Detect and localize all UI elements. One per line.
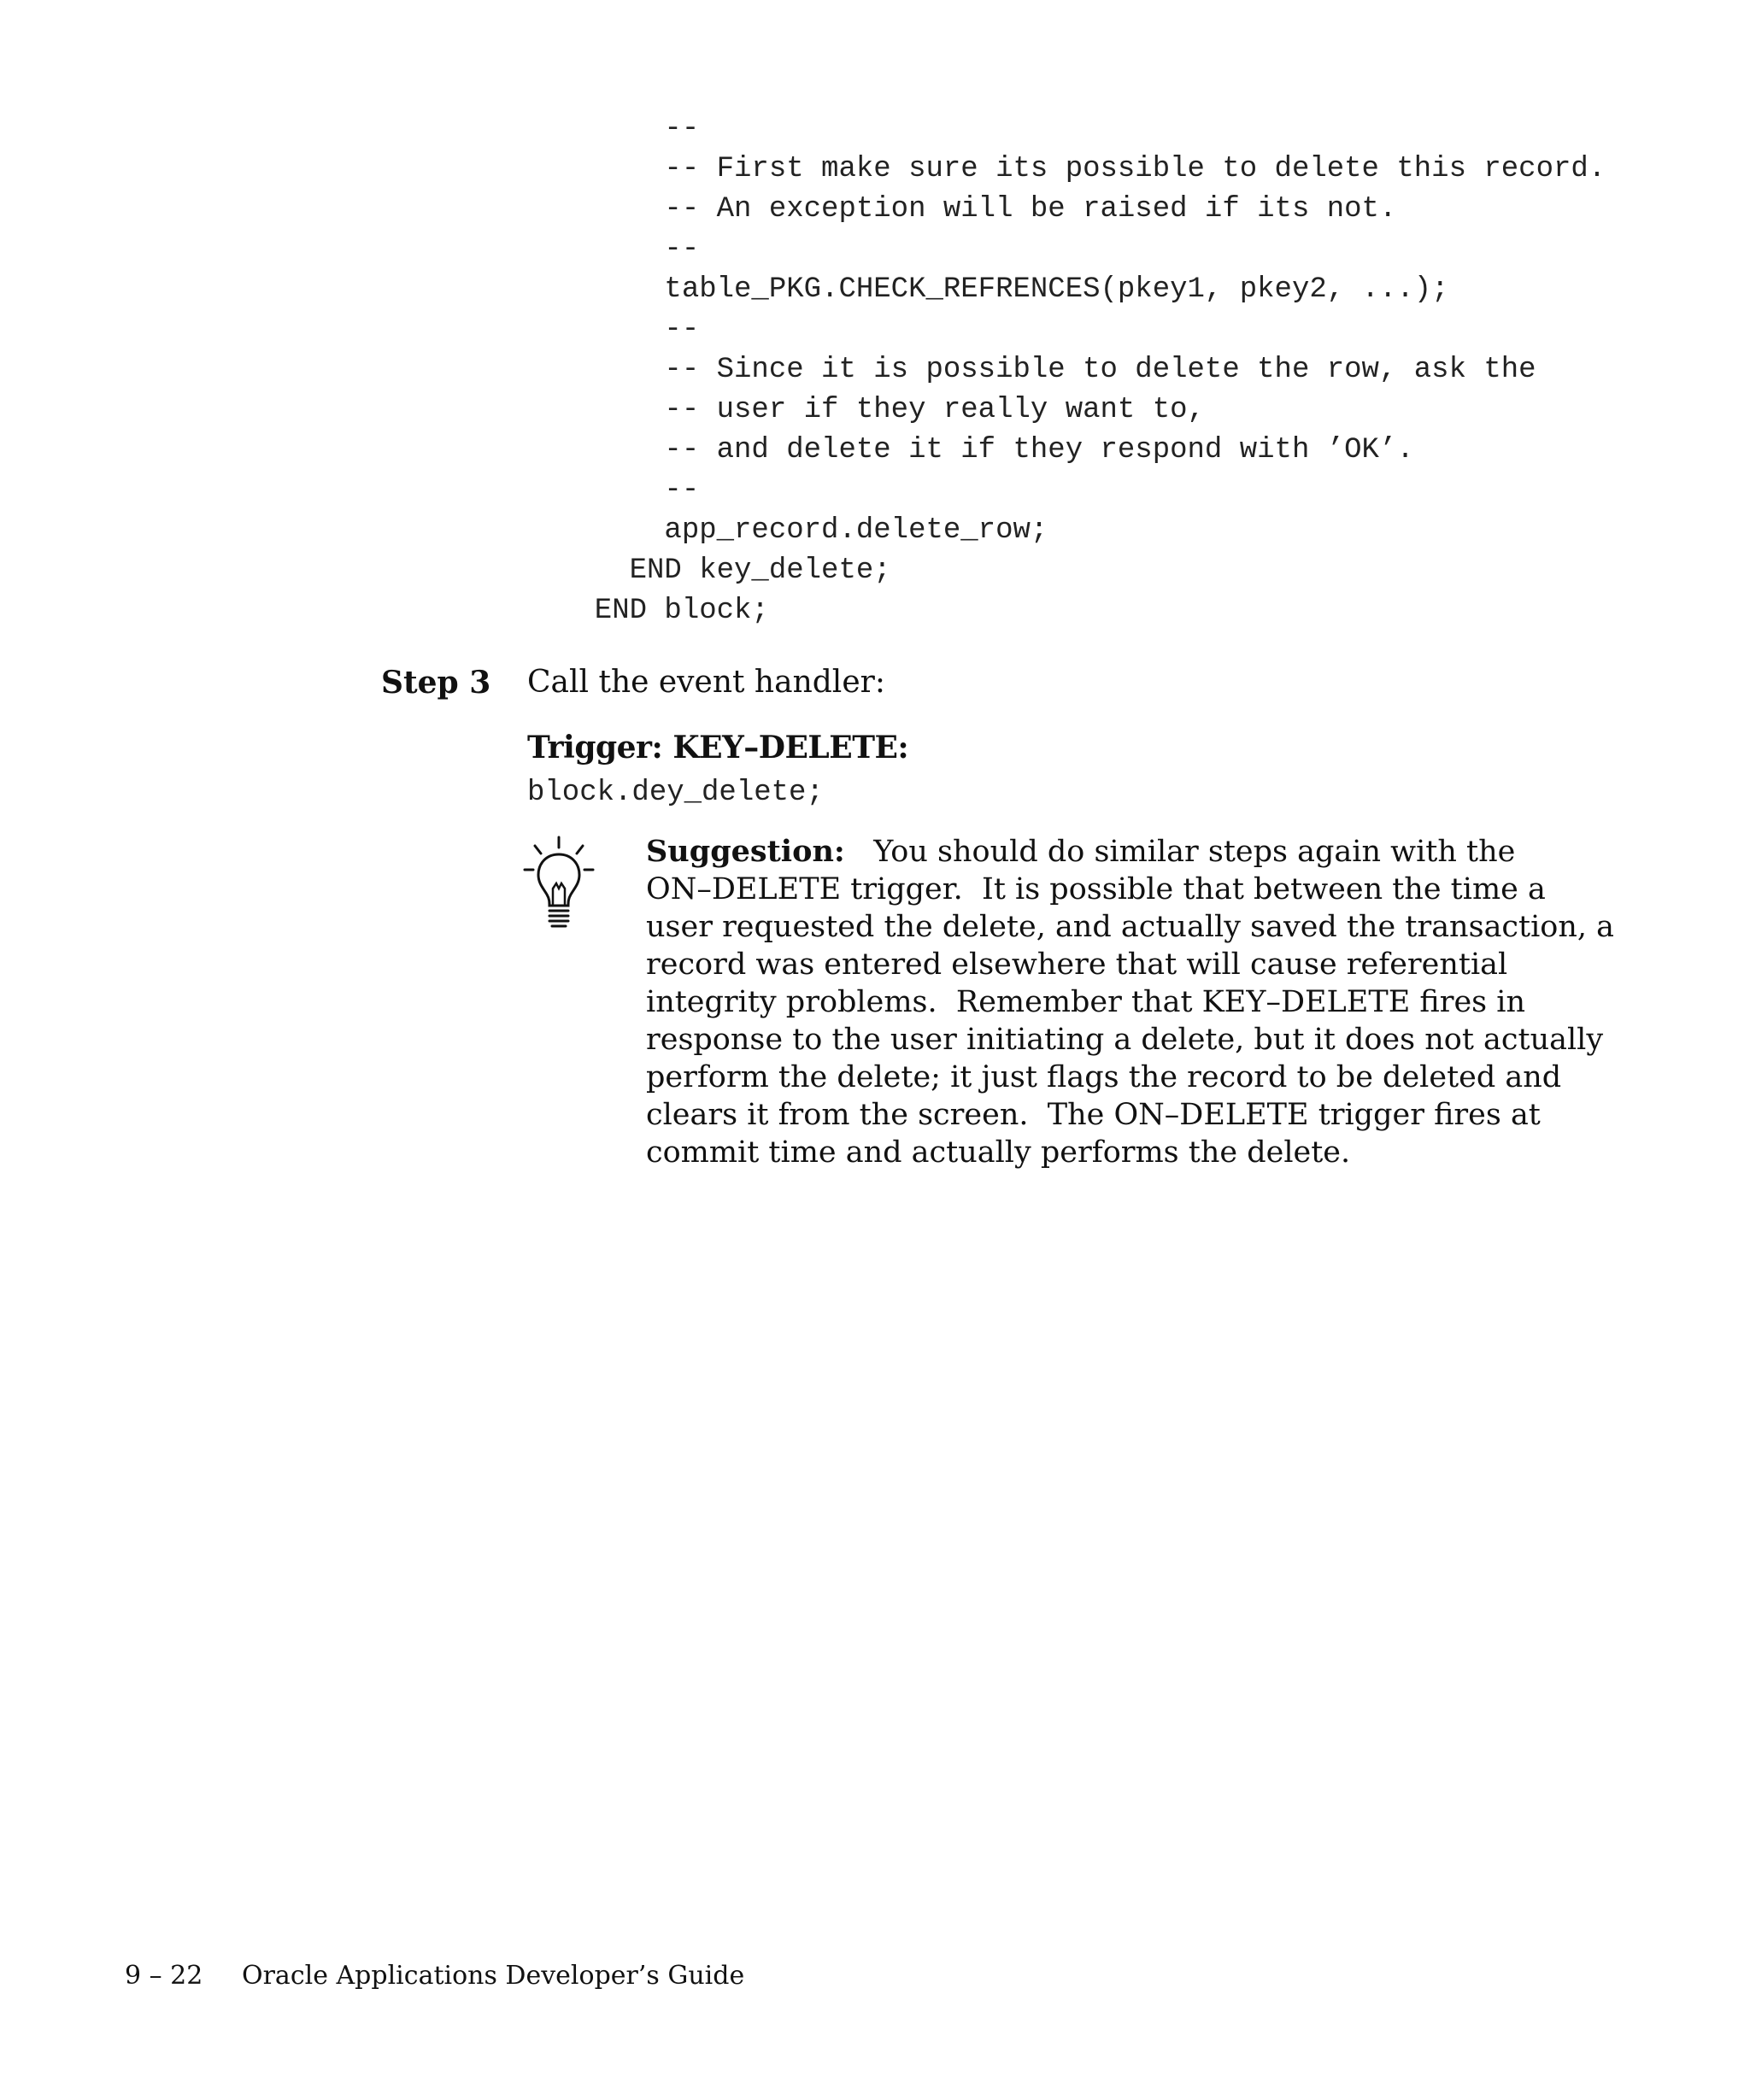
code-line: --	[560, 474, 700, 507]
code-line: --	[560, 113, 700, 145]
code-line: END key_delete;	[560, 554, 891, 587]
suggestion-line: perform the delete; it just flags the record to be deleted and	[646, 1060, 1562, 1094]
lightbulb-icon	[523, 836, 595, 930]
suggestion-label: Suggestion:	[646, 834, 845, 869]
code-line: END block;	[560, 595, 769, 627]
code-line: -- Since it is possible to delete the row, ask the	[560, 354, 1536, 386]
suggestion-line: integrity problems. Remember that KEY–DELETE fires in	[646, 985, 1525, 1019]
footer-book-title: Oracle Applications Developer’s Guide	[242, 1961, 745, 1991]
suggestion-line: response to the user initiating a delete, but it does not actually	[646, 1023, 1604, 1057]
code-line: --	[560, 314, 700, 346]
suggestion-line	[646, 833, 1569, 871]
suggestion-text: You should do similar steps again with the	[844, 835, 1516, 869]
code-line: --	[560, 233, 700, 266]
code-line: app_record.delete_row;	[560, 514, 1048, 547]
suggestion-line: record was entered elsewhere that will cause referential	[646, 947, 1508, 982]
trigger-heading: Trigger: KEY–DELETE:	[527, 730, 909, 766]
step-label: Step 3	[381, 665, 491, 701]
code-line: -- user if they really want to,	[560, 394, 1205, 426]
suggestion-line: user requested the delete, and actually saved the transaction, a	[646, 910, 1615, 944]
code-line: -- and delete it if they respond with ’OK’.	[560, 434, 1414, 466]
code-line: table_PKG.CHECK_REFRENCES(pkey1, pkey2, ...);	[560, 273, 1449, 306]
suggestion-line: clears it from the screen. The ON–DELETE trigger fires at	[646, 1098, 1541, 1132]
trigger-code: block.dey_delete;	[527, 777, 824, 809]
code-line: -- An exception will be raised if its not.	[560, 193, 1397, 226]
code-listing	[560, 109, 1606, 631]
footer-page-number: 9 – 22	[125, 1961, 203, 1991]
step-text: Call the event handler:	[527, 665, 885, 700]
suggestion-note	[646, 833, 1615, 1171]
suggestion-line: commit time and actually performs the delete.	[646, 1135, 1351, 1170]
code-line: -- First make sure its possible to delete this record.	[560, 153, 1606, 185]
suggestion-line: ON–DELETE trigger. It is possible that between the time a	[646, 872, 1546, 906]
